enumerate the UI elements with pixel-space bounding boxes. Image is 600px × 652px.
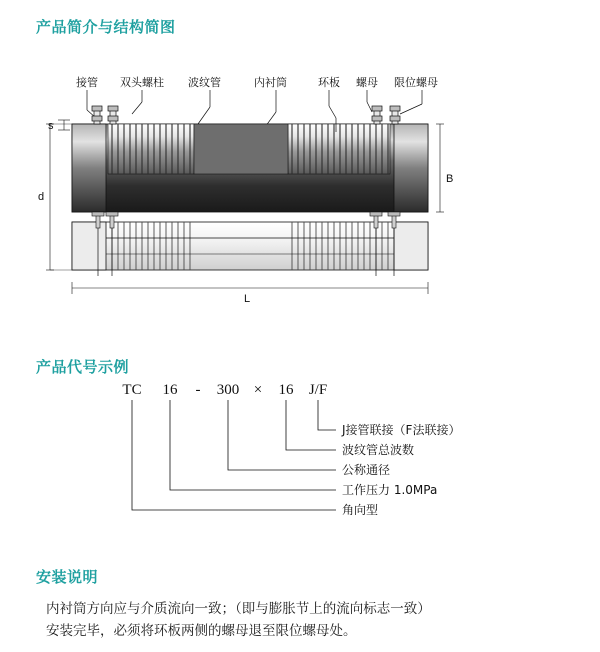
code-token-3: 300 xyxy=(216,382,240,398)
page-title-install: 安装说明 xyxy=(36,569,99,586)
product-code-example xyxy=(36,378,564,538)
lower-right-pipe xyxy=(394,222,428,270)
code-descriptions xyxy=(341,422,460,517)
dimension-L xyxy=(72,282,428,302)
code-token-4: × xyxy=(253,382,263,398)
code-token-2: - xyxy=(195,382,201,398)
code-description-3: 工作压力 1.0MPa xyxy=(342,483,438,497)
code-description-1: 波纹管总波数 xyxy=(342,443,415,457)
code-token-6: J/F xyxy=(308,382,328,398)
structure-diagram xyxy=(36,62,564,302)
callout-label-4: 环板 xyxy=(318,76,340,89)
dimension-label-d: d xyxy=(38,191,45,203)
lower-left-pipe xyxy=(72,222,106,270)
code-description-2: 公称通径 xyxy=(342,463,391,477)
stud-assembly-left xyxy=(92,106,118,124)
code-token-0: TC xyxy=(122,382,142,398)
callout-label-0: 接管 xyxy=(76,76,98,89)
code-tokens xyxy=(122,382,327,398)
install-notes xyxy=(46,598,566,642)
callout-labels xyxy=(76,75,438,89)
left-pipe xyxy=(72,124,106,212)
callout-label-5: 螺母 xyxy=(356,76,378,89)
bellows-right xyxy=(288,124,390,174)
dimension-label-s: s xyxy=(48,120,54,132)
page-title-intro: 产品简介与结构简图 xyxy=(36,19,176,36)
callout-label-3: 内衬筒 xyxy=(254,76,287,89)
liner-sleeve xyxy=(194,124,288,174)
bellows-left xyxy=(108,124,194,174)
page-title-code: 产品代号示例 xyxy=(36,359,130,376)
code-description-0: J接管联接（F法联接） xyxy=(342,423,461,437)
code-token-1: 16 xyxy=(162,382,178,398)
dimension-B xyxy=(436,124,453,212)
code-leaders xyxy=(132,400,336,510)
install-note-line-2: 安装完毕，必须将环板两侧的螺母退至限位螺母处。 xyxy=(46,623,357,638)
callout-label-6: 限位螺母 xyxy=(394,76,438,89)
stud-assembly-right xyxy=(372,106,400,124)
dimension-d xyxy=(38,124,72,270)
callout-label-2: 波纹管 xyxy=(188,76,221,89)
code-token-5: 16 xyxy=(278,382,294,398)
install-note-line-1: 内衬筒方向应与介质流向一致；（即与膨胀节上的流向标志一致） xyxy=(46,601,431,616)
lower-body xyxy=(72,222,428,270)
callout-label-1: 双头螺柱 xyxy=(120,76,164,89)
code-description-4: 角向型 xyxy=(342,503,379,517)
dimension-label-L: L xyxy=(244,293,251,302)
dimension-label-B: B xyxy=(446,173,454,185)
dimension-s xyxy=(48,120,70,132)
right-pipe xyxy=(394,124,428,212)
